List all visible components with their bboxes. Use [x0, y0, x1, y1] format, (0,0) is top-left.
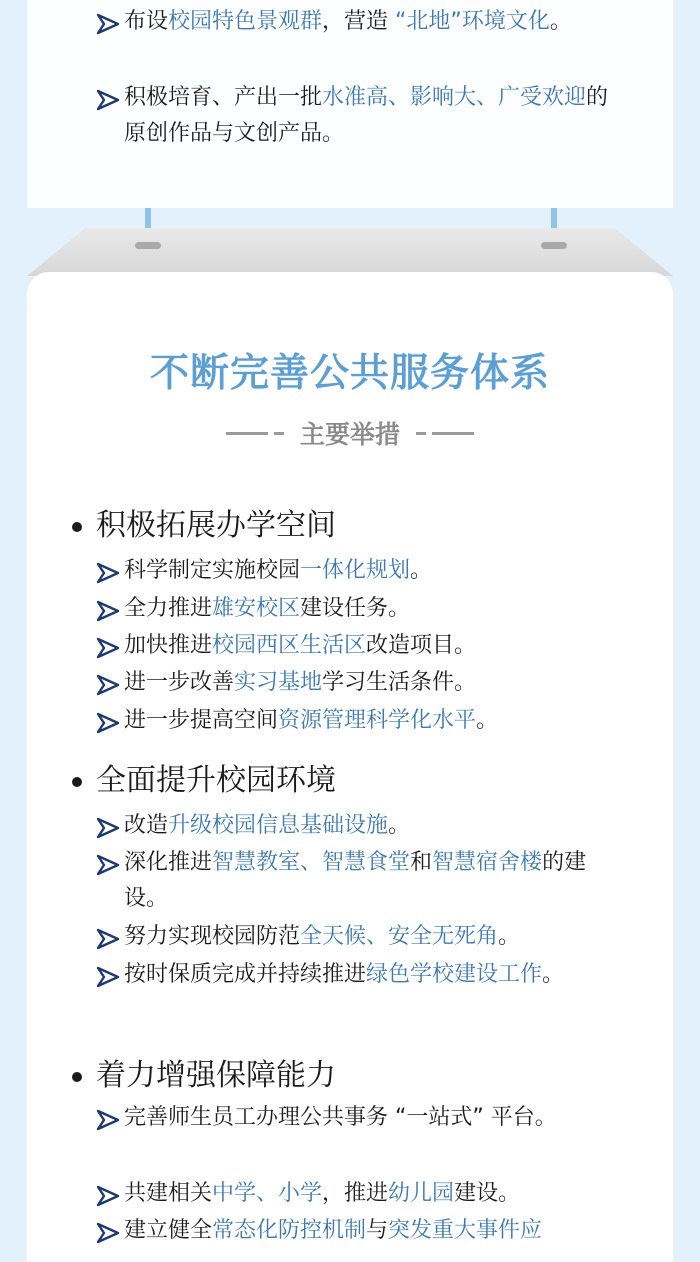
list-item-text	[96, 4, 616, 40]
plain-text: 的建设。	[124, 850, 587, 911]
list-item	[96, 591, 616, 627]
highlight-text: 中学、小学	[212, 1181, 323, 1206]
list-item	[96, 628, 616, 664]
arrow-right-icon	[96, 1222, 120, 1244]
highlight-text: 绿色学校建设工作	[366, 962, 543, 987]
highlight-text: 智慧教室、智慧食堂	[212, 850, 411, 875]
plain-text: 共建相关	[124, 1181, 213, 1206]
plain-text: 学习生活条件。	[322, 670, 477, 695]
plain-text: 。	[549, 9, 572, 34]
plain-text: 按时保质完成并持续推进	[124, 962, 367, 987]
plain-text: 积极培育、产出一批	[124, 85, 323, 110]
list-item	[96, 80, 616, 152]
plain-text: 。	[410, 558, 433, 583]
list-item	[96, 1176, 616, 1212]
highlight-text: 智慧宿舍楼	[432, 850, 543, 875]
plain-text: 与	[366, 1218, 389, 1243]
plain-text: ，营造	[322, 9, 396, 34]
list-item-text	[96, 703, 616, 739]
plain-text: 和	[410, 850, 433, 875]
plain-text: 加快推进	[124, 633, 213, 658]
plain-text: 科学制定实施校园	[124, 558, 301, 583]
plain-text: 。	[542, 962, 565, 987]
list-item	[96, 703, 616, 739]
plain-text: 进一步提高空间	[124, 708, 279, 733]
arrow-right-icon	[96, 13, 120, 35]
list-item-text	[96, 1176, 616, 1212]
card-tray	[27, 228, 673, 276]
section-heading	[72, 755, 336, 799]
arrow-right-icon	[96, 562, 120, 584]
arrow-right-icon	[96, 817, 120, 839]
plain-text: 。	[388, 813, 411, 838]
highlight-text: 实习基地	[234, 670, 323, 695]
highlight-text: 常态化防控机制	[212, 1218, 367, 1243]
arrow-right-icon	[96, 928, 120, 950]
section-title: 不断完善公共服务体系	[149, 351, 550, 396]
subhead-divider-right	[416, 432, 474, 435]
arrow-right-icon	[96, 1109, 120, 1131]
highlight-text: “北地”环境文化	[395, 9, 550, 34]
plain-text: 。	[476, 708, 499, 733]
list-item-text	[96, 553, 616, 589]
list-item-text	[96, 591, 616, 627]
list-item-text	[96, 628, 616, 664]
highlight-text: 一体化规划	[300, 558, 411, 583]
arrow-right-icon	[96, 966, 120, 988]
list-item	[96, 919, 616, 955]
highlight-text: 升级校园信息基础设施	[168, 813, 389, 838]
plain-text: 改造	[124, 813, 169, 838]
list-item-text	[96, 845, 616, 917]
highlight-text: 全天候、安全无死角	[300, 924, 499, 949]
plain-text: 建设任务。	[300, 596, 411, 621]
rod-cap-right	[541, 242, 567, 249]
list-item-text	[96, 808, 616, 844]
list-item	[96, 1100, 616, 1136]
arrow-right-icon	[96, 600, 120, 622]
rod-cap-left	[135, 242, 161, 249]
highlight-text: 突发重大事件应	[388, 1218, 543, 1243]
section-heading	[72, 1050, 336, 1094]
highlight-text: 资源管理科学化水平	[278, 708, 477, 733]
arrow-right-icon	[96, 1185, 120, 1207]
bullet-dot-icon	[72, 777, 82, 787]
list-item-text	[96, 919, 616, 955]
arrow-right-icon	[96, 712, 120, 734]
arrow-right-icon	[96, 854, 120, 876]
list-item	[96, 553, 616, 589]
plain-text: 进一步改善	[124, 670, 235, 695]
section-heading	[72, 500, 336, 544]
list-item	[96, 4, 616, 40]
bullet-dot-icon	[72, 522, 82, 532]
list-item	[96, 845, 616, 917]
arrow-right-icon	[96, 674, 120, 696]
list-item	[96, 665, 616, 701]
plain-text: 布设	[124, 9, 169, 34]
plain-text: 全力推进	[124, 596, 213, 621]
plain-text: 的原创作品与文创产品。	[124, 85, 609, 146]
section-heading-text: 积极拓展办学空间	[96, 508, 336, 543]
plain-text: 改造项目。	[366, 633, 477, 658]
list-item-text	[96, 665, 616, 701]
plain-text: 努力实现校园防范	[124, 924, 301, 949]
list-item-text	[96, 1100, 616, 1136]
arrow-right-icon	[96, 637, 120, 659]
bullet-dot-icon	[72, 1072, 82, 1082]
plain-text: 建设。	[454, 1181, 521, 1206]
list-item-text	[96, 957, 616, 993]
highlight-text: 校园西区生活区	[212, 633, 367, 658]
arrow-right-icon	[96, 89, 120, 111]
list-item-text	[96, 80, 616, 152]
plain-text: 深化推进	[124, 850, 213, 875]
section-heading-text: 全面提升校园环境	[96, 763, 336, 798]
plain-text: 建立健全	[124, 1218, 213, 1243]
subhead-label: 主要举措	[299, 420, 400, 449]
plain-text: 完善师生员工办理公共事务 “一站式” 平台。	[124, 1105, 557, 1130]
highlight-text: 雄安校区	[212, 596, 301, 621]
section-heading-text: 着力增强保障能力	[96, 1058, 336, 1093]
highlight-text: 水准高、影响大、广受欢迎	[322, 85, 587, 110]
list-item	[96, 957, 616, 993]
subhead-divider-left	[226, 432, 284, 435]
list-item	[96, 808, 616, 844]
plain-text: 。	[498, 924, 521, 949]
plain-text: ，推进	[322, 1181, 389, 1206]
subheading	[27, 415, 673, 451]
highlight-text: 幼儿园	[388, 1181, 455, 1206]
highlight-text: 校园特色景观群	[168, 9, 323, 34]
